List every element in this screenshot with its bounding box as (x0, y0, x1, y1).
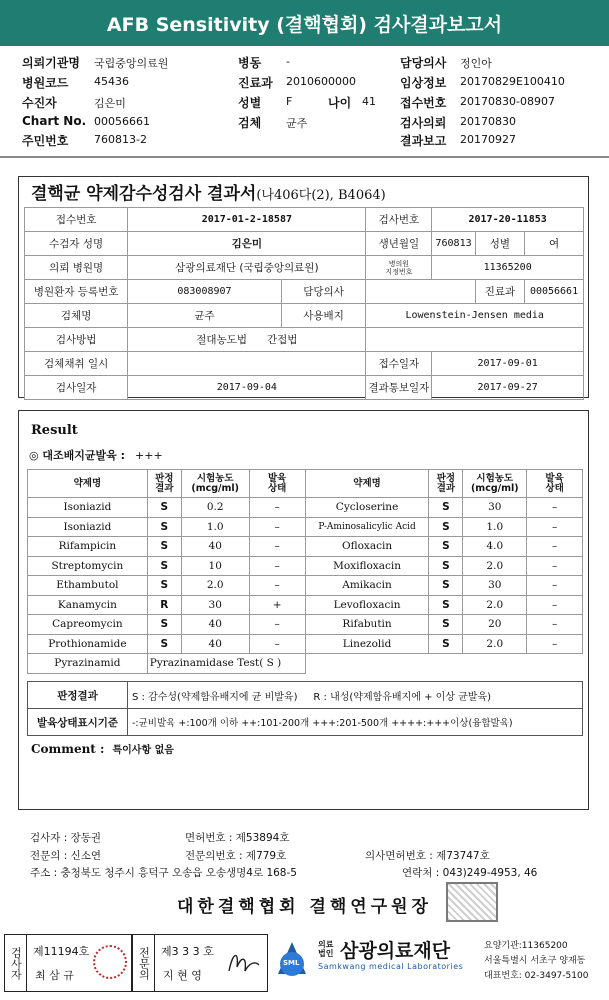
brand-name: 삼광의료재단 (340, 940, 451, 962)
test-no-label: 검사번호 (366, 208, 432, 232)
growth-2: 상태 (267, 482, 287, 494)
report-title: AFB Sensitivity (결핵협회) 검사결과보고서 (0, 0, 609, 46)
collect-value (128, 352, 366, 376)
cell-drug: Levofloxacin (305, 595, 429, 615)
sex-value-2: 여 (525, 232, 584, 256)
cell-growth: – (249, 634, 305, 654)
method-value (128, 328, 366, 352)
table-row (28, 576, 583, 596)
age-label: 나이 (328, 96, 352, 110)
legend-judge-text (128, 682, 583, 709)
dept-value-2: 00056661 (525, 280, 584, 304)
table-row (28, 517, 583, 537)
corp-label (318, 940, 333, 958)
cell-result: S (429, 517, 463, 537)
cell-result: S (429, 556, 463, 576)
col-growth-right (527, 470, 583, 498)
cell-result: S (147, 556, 181, 576)
hosp-code-label (366, 256, 432, 280)
specimen-value-2: 균주 (128, 304, 281, 328)
cell-drug: Rifabutin (305, 615, 429, 635)
ref-hosp-label: 의뢰 병원명 (25, 256, 128, 280)
organization-name: 대한결핵협회 결핵연구원장 (177, 897, 432, 917)
official-seal-stamp (446, 882, 498, 922)
patient-value: 김은미 (128, 232, 366, 256)
corp-1: 의료 (318, 940, 334, 949)
dept-label-2: 진료과 (475, 280, 524, 304)
cell-conc: 40 (181, 615, 249, 635)
cell-conc: 1.0 (181, 517, 249, 537)
footer-examiner-box (4, 934, 132, 992)
cell-drug: Linezolid (305, 634, 429, 654)
cell-growth: – (249, 537, 305, 557)
cell-growth: – (527, 498, 583, 518)
received-label: 접수일자 (366, 352, 432, 376)
cell-conc: 40 (181, 537, 249, 557)
doctor-value: 정인아 (460, 57, 492, 70)
collect-label: 검체채취 일시 (25, 352, 128, 376)
growth-1: 발육 (545, 472, 564, 484)
chart-label: Chart No. (22, 114, 87, 128)
table-row (28, 595, 583, 615)
table-row (28, 556, 583, 576)
receipt-label: 접수번호 (400, 96, 447, 110)
clinical-value: 20170829E100410 (460, 75, 565, 88)
cell-conc: 2.0 (181, 576, 249, 596)
judge-2: 결과 (155, 482, 174, 494)
rrn-value: 760813-2 (94, 133, 147, 146)
cell-growth: – (249, 556, 305, 576)
doctor-license-line: 의사면허번호 : 제73747호 (365, 850, 490, 862)
judge-2: 결과 (436, 482, 456, 494)
inst-code: 요양기관:11365200 (484, 941, 568, 951)
heading-sub: (나406다(2), B4064) (256, 188, 386, 203)
cell-growth: – (249, 517, 305, 537)
conc-1: 시험농도 (196, 472, 234, 484)
received-value: 2017-09-01 (432, 352, 584, 376)
cell-result: S (147, 498, 181, 518)
info-section (18, 176, 589, 398)
info-table (24, 207, 584, 400)
cell-drug: Rifampicin (28, 537, 148, 557)
accession-label: 접수번호 (25, 208, 128, 232)
notified-value: 2017-09-27 (432, 376, 584, 400)
dept-value: 2010600000 (286, 75, 356, 88)
cell-conc: 40 (181, 634, 249, 654)
header-info (0, 50, 609, 152)
cell-pyrazinamidase: Pyrazinamidase Test( S ) (147, 654, 305, 674)
control-growth-value: +++ (135, 449, 163, 462)
cell-drug: Capreomycin (28, 615, 148, 635)
footer (0, 934, 609, 1000)
comment-value: 특이사항 없음 (112, 745, 174, 756)
comment-label: Comment : (31, 742, 105, 756)
hospital-code-label: 병원코드 (22, 76, 69, 90)
cell-conc: 20 (463, 615, 527, 635)
test-no-value: 2017-20-11853 (432, 208, 584, 232)
cell-conc: 30 (463, 576, 527, 596)
growth-1: 발육 (267, 472, 287, 484)
method-empty (366, 328, 584, 352)
cell-conc: 10 (181, 556, 249, 576)
legend-judge-s: S : 감수성(약제함유배지에 균 비발육) (132, 691, 298, 703)
col-judge-left (147, 470, 181, 498)
conc-2: (mcg/ml) (470, 482, 519, 494)
cell-drug: Ofloxacin (305, 537, 429, 557)
hosp-code-value: 11365200 (432, 256, 584, 280)
hosp-code-label-1: 병의원 (388, 259, 410, 268)
footer-examiner-name: 최 삼 규 (35, 969, 74, 982)
cell-drug: Ethambutol (28, 576, 148, 596)
footer-phone: 대표번호: 02-3497-5100 (484, 971, 589, 981)
examiner-line: 검사자 : 장동권 (30, 832, 102, 844)
ward-label: 병동 (238, 56, 262, 70)
cell-conc: 2.0 (463, 634, 527, 654)
cell-result: S (429, 576, 463, 596)
footer-address: 서울특별시 서초구 양재동 (484, 956, 586, 966)
medium-label: 사용배지 (281, 304, 366, 328)
footer-specialist-name: 지 현 영 (163, 969, 202, 982)
method-2: 간접법 (267, 334, 298, 346)
sml-logo-icon (272, 938, 314, 978)
cell-result: S (147, 517, 181, 537)
tested-label: 검사일자 (25, 376, 128, 400)
legend-growth-text: -:균비발육 +:100개 이하 ++:101-200개 +++:201-500개 ++++:+++이상(융합발육) (128, 709, 583, 736)
method-1: 절대농도법 (196, 334, 247, 346)
report-date-value: 20170927 (460, 133, 516, 146)
sensitivity-table (27, 469, 583, 674)
accession-value: 2017-01-2-18587 (128, 208, 366, 232)
report-date-label: 결과보고 (400, 134, 447, 148)
cell-conc: 2.0 (463, 595, 527, 615)
clinical-label: 임상정보 (400, 76, 447, 90)
cell-result: S (429, 498, 463, 518)
recipient-value: 김은미 (94, 97, 126, 110)
hosp-pt-label: 병원환자 등록번호 (25, 280, 128, 304)
sml-logo-shape (272, 938, 314, 978)
specimen-label-2: 검체명 (25, 304, 128, 328)
doctor-label: 담당의사 (400, 56, 447, 70)
judge-1: 판정 (155, 472, 174, 484)
col-drug-right: 약제명 (305, 470, 429, 498)
cell-conc: 30 (181, 595, 249, 615)
cell-result: S (429, 615, 463, 635)
tested-value: 2017-09-04 (128, 376, 366, 400)
rrn-label: 주민번호 (22, 134, 69, 148)
corp-2: 법인 (318, 949, 334, 958)
method-label: 검사방법 (25, 328, 128, 352)
contact-line: 연락처 : 043)249-4953, 46 (402, 867, 538, 879)
cell-drug: Pyrazinamid (28, 654, 148, 674)
chart-value: 00056661 (94, 115, 150, 128)
cell-conc: 4.0 (463, 537, 527, 557)
cell-result: S (147, 634, 181, 654)
footer-specialist-vlabel (133, 935, 155, 991)
cell-growth: – (249, 576, 305, 596)
patient-label: 수검자 성명 (25, 232, 128, 256)
sex-label: 성별 (238, 96, 262, 110)
cell-growth: – (527, 537, 583, 557)
cell-conc: 30 (463, 498, 527, 518)
cell-growth: – (527, 595, 583, 615)
report-heading (31, 179, 386, 204)
cell-conc: 2.0 (463, 556, 527, 576)
cell-result: S (429, 595, 463, 615)
footer-examiner-vlabel (5, 935, 27, 991)
hospital-code-value: 45436 (94, 75, 129, 88)
cell-drug: Isoniazid (28, 498, 148, 518)
cell-growth: – (527, 517, 583, 537)
header-divider (0, 156, 609, 158)
institution-value: 국립중앙의료원 (94, 57, 169, 70)
cell-growth: – (527, 576, 583, 596)
red-seal-icon (93, 945, 127, 979)
hosp-pt-value: 083008907 (128, 280, 281, 304)
legend-growth-label: 발육상태표시기준 (28, 709, 128, 736)
license-line: 면허번호 : 제53894호 (185, 832, 290, 844)
notified-label: 결과통보일자 (366, 376, 432, 400)
sex-label-2: 성별 (475, 232, 524, 256)
control-growth (29, 447, 163, 463)
age-value: 41 (362, 95, 376, 108)
sml-text: SML (283, 959, 300, 967)
control-growth-label: ◎ 대조배지균발육 : (29, 449, 126, 462)
cell-result: S (429, 537, 463, 557)
cell-growth: + (249, 595, 305, 615)
cell-result: S (147, 537, 181, 557)
result-section (18, 410, 589, 810)
hosp-code-label-2: 지정번호 (385, 267, 413, 276)
legend-table (27, 681, 583, 736)
doctor-label-2: 담당의사 (281, 280, 366, 304)
ward-value: - (286, 55, 290, 68)
spec-license-line: 전문의번호 : 제779호 (185, 850, 287, 862)
table-row (28, 498, 583, 518)
table-row (28, 537, 583, 557)
cell-growth: – (249, 615, 305, 635)
cell-drug: Moxifloxacin (305, 556, 429, 576)
request-value: 20170830 (460, 115, 516, 128)
legend-judge-r: R : 내성(약제함유배지에 + 이상 균발육) (313, 691, 492, 703)
cell-drug: Kanamycin (28, 595, 148, 615)
table-row (28, 615, 583, 635)
cell-conc: 1.0 (463, 517, 527, 537)
institution-label: 의뢰기관명 (22, 56, 80, 70)
conc-2: (mcg/ml) (191, 482, 240, 494)
examiner-vtext: 검사자 (9, 946, 23, 980)
cell-result: S (147, 576, 181, 596)
cell-result: S (429, 634, 463, 654)
judge-1: 판정 (436, 472, 456, 484)
col-conc-left (181, 470, 249, 498)
footer-specialist-no: 제3 3 3 호 (161, 945, 214, 958)
legend-judge-label: 판정결과 (28, 682, 128, 709)
cell-drug: Cycloserine (305, 498, 429, 518)
birth-value: 760813 (432, 232, 476, 256)
cell-drug: P-Aminosalicylic Acid (305, 517, 429, 537)
growth-2: 상태 (545, 482, 564, 494)
footer-specialist-box (132, 934, 268, 992)
medium-value: Lowenstein-Jensen media (366, 304, 584, 328)
col-drug-left: 약제명 (28, 470, 148, 498)
cell-empty (305, 654, 582, 674)
cell-growth: – (249, 498, 305, 518)
signature-icon (225, 947, 261, 979)
request-label: 검사의뢰 (400, 116, 447, 130)
brand-en: Samkwang medical Laboratories (318, 962, 464, 971)
table-row-pyrazinamide (28, 654, 583, 674)
address-line: 주소 : 충청북도 청주시 흥덕구 오송읍 오송생명4로 168-5 (30, 867, 297, 879)
heading-text: 결핵균 약제감수성검사 결과서 (31, 184, 257, 204)
cell-result: R (147, 595, 181, 615)
specimen-value: 균주 (286, 117, 308, 130)
dept-label: 진료과 (238, 76, 273, 90)
specialist-line: 전문의 : 신소연 (30, 850, 102, 862)
cell-conc: 0.2 (181, 498, 249, 518)
cell-result: S (147, 615, 181, 635)
col-growth-left (249, 470, 305, 498)
cell-growth: – (527, 556, 583, 576)
col-judge-right (429, 470, 463, 498)
doctor-value-2 (366, 280, 475, 304)
cell-drug: Prothionamide (28, 634, 148, 654)
cell-drug: Streptomycin (28, 556, 148, 576)
cell-growth: – (527, 634, 583, 654)
birth-label: 생년월일 (366, 232, 432, 256)
ref-hosp-value: 삼광의료재단 (국립중앙의료원) (128, 256, 366, 280)
footer-examiner-no: 제11194호 (33, 945, 90, 958)
col-conc-right (463, 470, 527, 498)
recipient-label: 수진자 (22, 96, 57, 110)
table-row (28, 634, 583, 654)
cell-drug: Amikacin (305, 576, 429, 596)
cell-drug: Isoniazid (28, 517, 148, 537)
cell-growth: – (527, 615, 583, 635)
specimen-label: 검체 (238, 116, 262, 130)
sex-value: F (286, 95, 293, 108)
result-label: Result (31, 423, 78, 438)
receipt-value: 20170830-08907 (460, 95, 555, 108)
specialist-vtext: 전문의 (137, 946, 151, 980)
comment (31, 741, 174, 756)
conc-1: 시험농도 (476, 472, 514, 484)
